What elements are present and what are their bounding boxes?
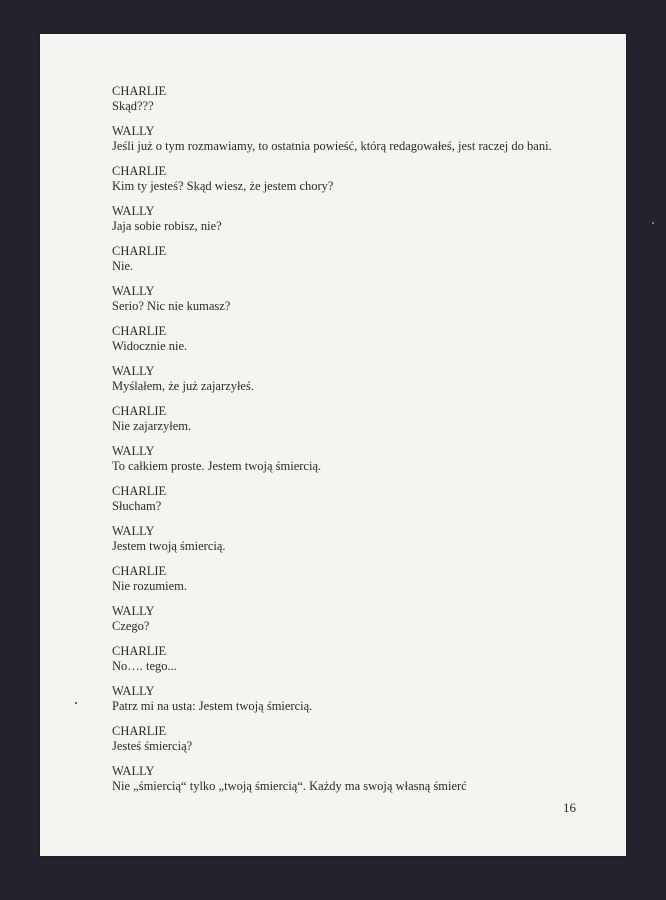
dialogue-line: To całkiem proste. Jestem twoją śmiercią. xyxy=(112,459,322,473)
speaker-name: CHARLIE xyxy=(112,564,167,578)
speaker-name: CHARLIE xyxy=(112,724,167,738)
dialogue-block xyxy=(112,524,602,554)
dialogue-block xyxy=(112,324,602,354)
dialogue-line: Kim ty jesteś? Skąd wiesz, że jestem chory? xyxy=(112,179,334,193)
dialogue-line: Jestem twoją śmiercią. xyxy=(112,539,226,553)
speaker-name: CHARLIE xyxy=(112,324,167,338)
dialogue-line: Czego? xyxy=(112,619,150,633)
dialogue-block xyxy=(112,764,602,794)
speaker-name: WALLY xyxy=(112,444,155,458)
dialogue-block xyxy=(112,644,602,674)
dialogue-line: Myślałem, że już zajarzyłeś. xyxy=(112,379,254,393)
dialogue-block xyxy=(112,444,602,474)
dialogue-line: Jaja sobie robisz, nie? xyxy=(112,219,222,233)
dialogue-line: Nie rozumiem. xyxy=(112,579,187,593)
speaker-name: CHARLIE xyxy=(112,84,167,98)
dialogue-line: Serio? Nic nie kumasz? xyxy=(112,299,231,313)
dialogue-block xyxy=(112,244,602,274)
dialogue-block xyxy=(112,484,602,514)
dialogue-block xyxy=(112,284,602,314)
dialogue-block xyxy=(112,124,602,154)
dialogue-block xyxy=(112,164,602,194)
dialogue-line: Nie. xyxy=(112,259,134,273)
dialogue-line: Widocznie nie. xyxy=(112,339,188,353)
dialogue-line: Skąd??? xyxy=(112,99,154,113)
document-page xyxy=(40,34,626,856)
dialogue-line: Jeśli już o tym rozmawiamy, to ostatnia powieść, którą redagowałeś, jest raczej do bani. xyxy=(112,139,552,153)
speaker-name: CHARLIE xyxy=(112,404,167,418)
dialogue-block xyxy=(112,84,602,114)
speaker-name: CHARLIE xyxy=(112,164,167,178)
speaker-name: WALLY xyxy=(112,764,155,778)
page-number: 16 xyxy=(563,800,576,815)
speaker-name: WALLY xyxy=(112,204,155,218)
speaker-name: CHARLIE xyxy=(112,644,167,658)
speaker-name: CHARLIE xyxy=(112,244,167,258)
dialogue-block xyxy=(112,724,602,754)
dialogue-line: Patrz mi na usta: Jestem twoją śmiercią. xyxy=(112,699,313,713)
dialogue-line: Słucham? xyxy=(112,499,162,513)
dialogue-block xyxy=(112,684,602,714)
speaker-name: WALLY xyxy=(112,124,155,138)
dialogue-line: No…. tego... xyxy=(112,659,177,673)
dialogue-block xyxy=(112,404,602,434)
dialogue-line: Nie „śmiercią“ tylko „twoją śmiercią“. Każdy ma swoją własną śmierć xyxy=(112,779,467,793)
speaker-name: WALLY xyxy=(112,284,155,298)
speaker-name: WALLY xyxy=(112,684,155,698)
dialogue-line: Nie zajarzyłem. xyxy=(112,419,192,433)
scan-speck xyxy=(652,222,654,224)
dialogue-block xyxy=(112,604,602,634)
speaker-name: CHARLIE xyxy=(112,484,167,498)
dialogue-line: Jesteś śmiercią? xyxy=(112,739,193,753)
speaker-name: WALLY xyxy=(112,364,155,378)
speaker-name: WALLY xyxy=(112,524,155,538)
dialogue-block xyxy=(112,564,602,594)
script-dialogue xyxy=(112,84,602,804)
dialogue-block xyxy=(112,204,602,234)
speaker-name: WALLY xyxy=(112,604,155,618)
dialogue-block xyxy=(112,364,602,394)
scan-speck xyxy=(75,702,77,704)
